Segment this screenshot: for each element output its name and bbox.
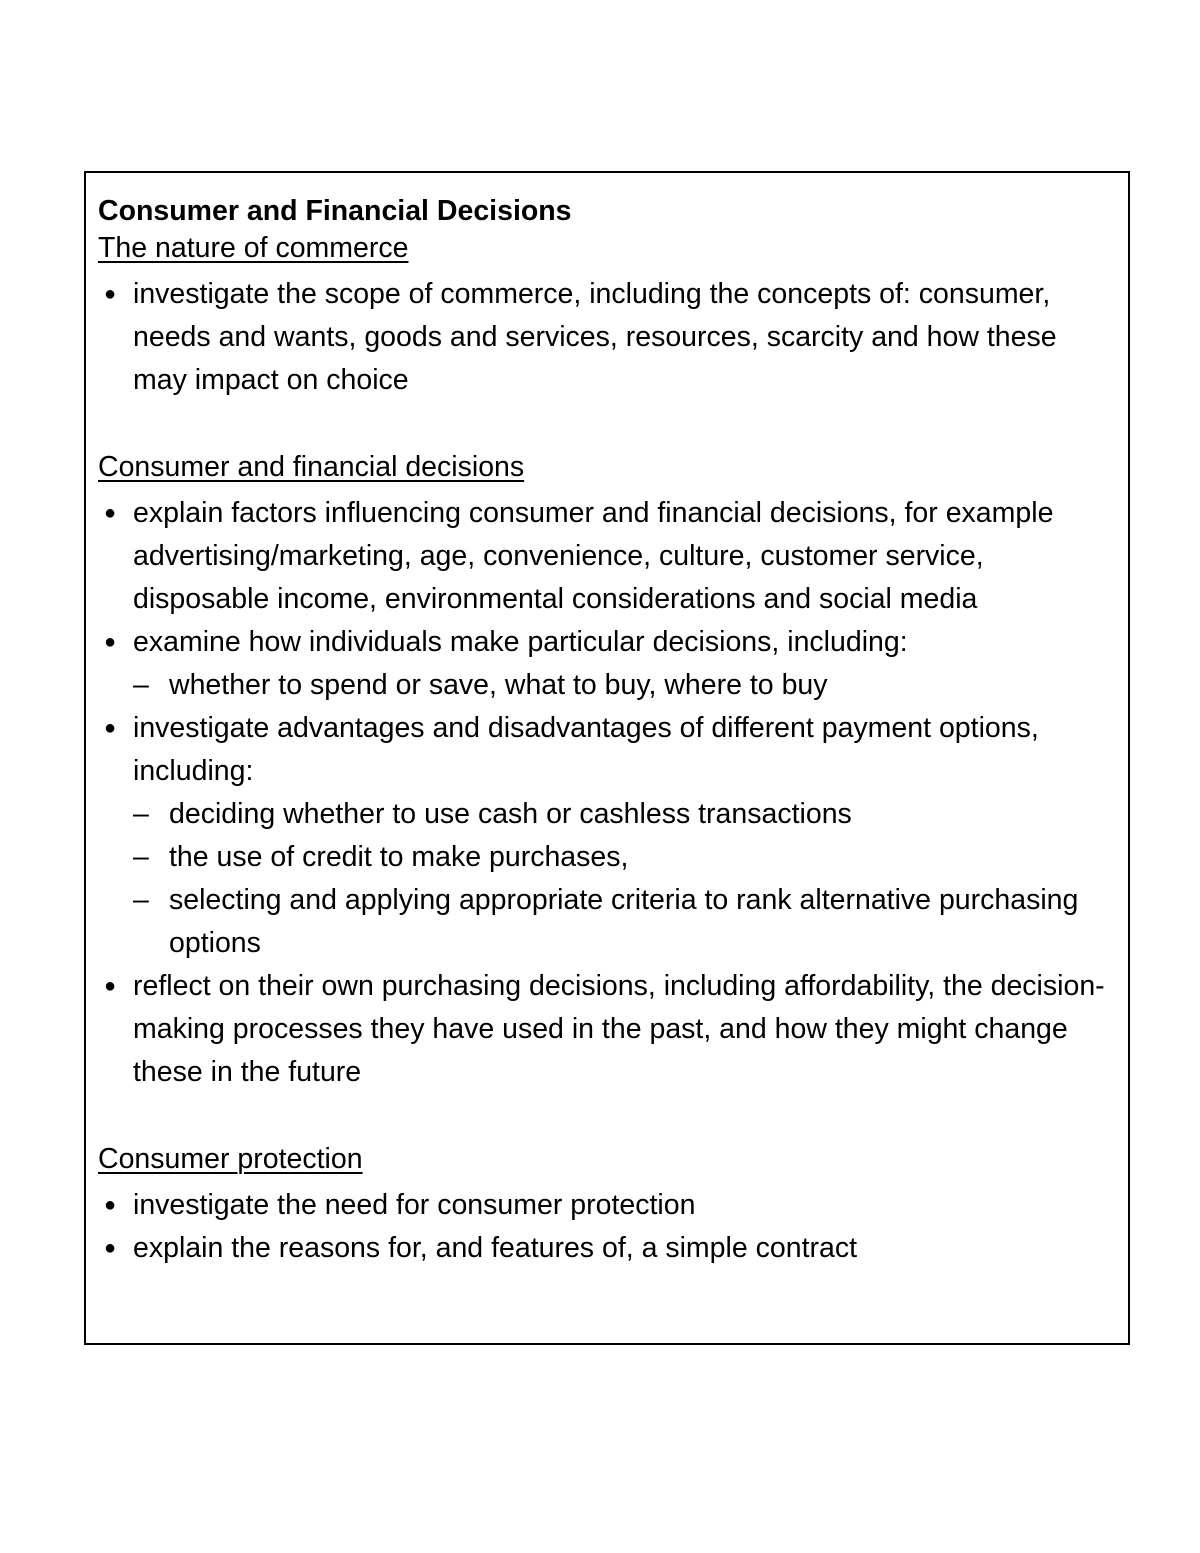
section-spacer (98, 402, 1116, 448)
list-item-text: explain factors influencing consumer and financial decisions, for example advertising/marketing, age, convenience, culture, customer service, disposable income, environmental considerations and social media (133, 497, 1054, 615)
section-consumer-protection (98, 1140, 1116, 1270)
sub-list-item (133, 664, 1116, 707)
bullet-list (98, 1184, 1116, 1270)
list-item-text: investigate the scope of commerce, including the concepts of: consumer, needs and wants, goods and services, resources, scarcity and how these may impact on choice (133, 278, 1057, 396)
document-title: Consumer and Financial Decisions (98, 195, 572, 227)
syllabus-box (84, 171, 1130, 1345)
list-item-text: investigate the need for consumer protection (133, 1189, 696, 1221)
bullet-icon: ● (104, 631, 117, 653)
bullet-icon: ● (104, 717, 117, 739)
list-item (98, 707, 1116, 965)
section-heading: Consumer and financial decisions (98, 451, 525, 483)
bullet-icon: ● (104, 975, 117, 997)
bullet-list (98, 492, 1116, 1094)
bullet-icon: ● (104, 283, 117, 305)
section-spacer (98, 1094, 1116, 1140)
list-item (98, 273, 1116, 402)
list-item (98, 1227, 1116, 1270)
section-consumer-financial-decisions (98, 448, 1116, 1094)
sub-list (133, 664, 1116, 707)
bullet-icon: ● (104, 502, 117, 524)
dash-icon: – (133, 669, 149, 701)
list-item-text: reflect on their own purchasing decisions, including affordability, the decision-making processes they have used in the past, and how they might change these in the future (133, 970, 1105, 1088)
dash-icon: – (133, 841, 149, 873)
bullet-icon: ● (104, 1237, 117, 1259)
list-item-text: investigate advantages and disadvantages of different payment options, including: (133, 712, 1039, 787)
list-item-text: explain the reasons for, and features of, a simple contract (133, 1232, 857, 1264)
section-heading: Consumer protection (98, 1143, 363, 1175)
bullet-list (98, 273, 1116, 402)
list-item (98, 965, 1116, 1094)
sub-list-item-text: deciding whether to use cash or cashless transactions (169, 798, 852, 830)
list-item (98, 1184, 1116, 1227)
bullet-icon: ● (104, 1194, 117, 1216)
list-item (98, 492, 1116, 621)
sub-list-item (133, 836, 1116, 879)
sub-list-item-text: whether to spend or save, what to buy, where to buy (169, 669, 828, 701)
list-item (98, 621, 1116, 707)
list-item-text: examine how individuals make particular decisions, including: (133, 626, 908, 658)
dash-icon: – (133, 884, 149, 916)
sub-list-item (133, 879, 1116, 965)
sub-list (133, 793, 1116, 965)
sub-list-item (133, 793, 1116, 836)
section-nature-of-commerce (98, 229, 1116, 402)
sub-list-item-text: selecting and applying appropriate criteria to rank alternative purchasing options (169, 884, 1079, 959)
sub-list-item-text: the use of credit to make purchases, (169, 841, 629, 873)
dash-icon: – (133, 798, 149, 830)
section-heading: The nature of commerce (98, 232, 409, 264)
